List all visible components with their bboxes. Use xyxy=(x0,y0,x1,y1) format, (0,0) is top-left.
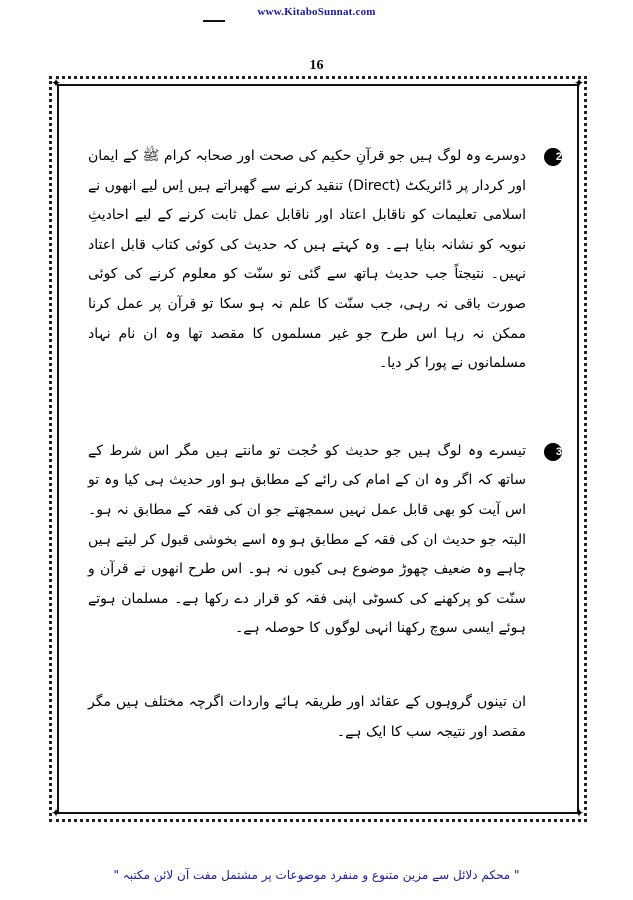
footer-tagline: " محکم دلائل سے مزین متنوع و منفرد موضوعات پر مشتمل مفت آن لائن مکتبہ " xyxy=(113,868,520,882)
paragraph-conclusion xyxy=(88,688,526,747)
border-corner-ornament: ✦ xyxy=(573,806,585,820)
paragraph-3 xyxy=(88,437,562,644)
header-dash xyxy=(203,20,225,22)
paragraph-text: تیسرے وہ لوگ ہیں جو حدیث کو حُجت تو مانتے ہیں مگر اس شرط کے ساتھ کہ اگر وہ ان کے امام کی رائے کے مطابق ہو اور حدیث ہی کیا وہ تو اس آیت کو بھی قابل عمل نہیں سمجھتے جو ان کی فقہ کے مطابق نہ ہو۔ البتہ جو حدیث ان کی فقہ کے مطابق ہو وہ اسے بخوشی قبول کر لیتے ہیں چاہے وہ ضعیف چھوڑ موضوع ہی کیوں نہ ہو۔ اس طرح انھوں نے قرآن و سنّت کو پرکھنے کی کسوٹی اپنی فقہ کو قرار دے رکھا ہے۔ مسلمان ہوتے ہوئے ایسی سوچ رکھنا انہی لوگوں کا حوصلہ ہے۔ xyxy=(88,442,526,637)
paragraph-text: دوسرے وہ لوگ ہیں جو قرآنِ حکیم کی صحت اور صحابہ کرام ﷺ کے ایمان اور کردار پر ڈائریکٹ (Direct) تنقید کرنے سے گھبراتے ہیں اِس لیے انھوں نے اسلامی تعلیمات کو ناقابل اعتاد اور ناقابل عمل ثابت کرنے کے لیے احادیثِ نبویہ کو نشانہ بنایا ہے۔ وہ کہتے ہیں کہ حدیث کی کوئی کتاب قابل اعتاد نہیں۔ نتیجتاً جب حدیث ہاتھ سے گئی تو سنّت کو معلوم کرنے کی کوئی صورت باقی نہ رہی، جب سنّت کا علم نہ ہو سکا تو قرآن پر عمل کرنا ممکن نہ رہا اس طرح جو غیر مسلموں کا مقصد تھا وہ ان نام نہاد مسلمانوں نے پورا کر دیا۔ xyxy=(88,148,526,372)
page-number: 16 xyxy=(309,58,324,73)
border-corner-ornament: ✦ xyxy=(50,806,62,820)
page-body xyxy=(88,142,562,747)
paragraph-text: ان تینوں گروہوں کے عقائد اور طریقہ ہائے واردات اگرچہ مختلف ہیں مگر مقصد اور نتیجہ سب کا ایک ہے۔ xyxy=(88,693,526,740)
paragraph-number-badge: 2 xyxy=(544,148,562,166)
border-corner-ornament: ✦ xyxy=(50,76,62,90)
site-url-link[interactable]: www.KitaboSunnat.com xyxy=(257,6,376,18)
paragraph-2 xyxy=(88,142,562,379)
border-corner-ornament: ✦ xyxy=(573,76,585,90)
paragraph-number-badge: 3 xyxy=(544,443,562,461)
